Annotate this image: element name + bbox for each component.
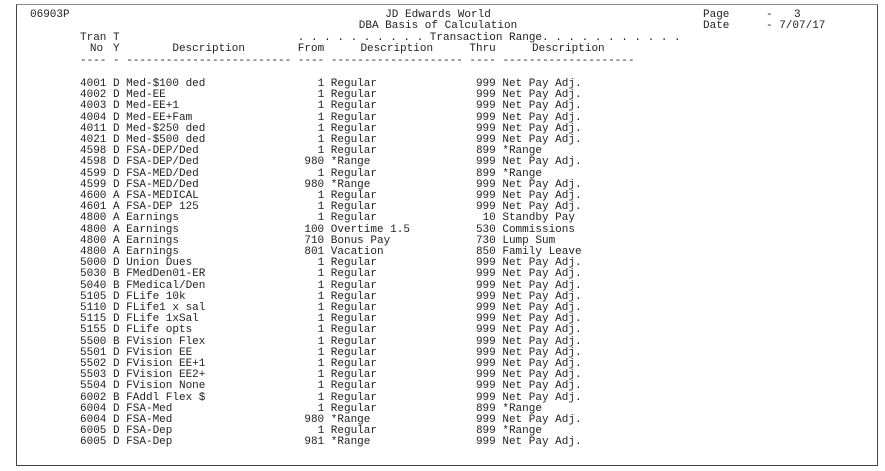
- cell-type: D: [112, 346, 120, 359]
- cell-from-description: Vacation: [330, 246, 384, 258]
- table-row: [80, 269, 634, 280]
- cell-from-description: Regular: [330, 279, 377, 292]
- cell-thru-description: Net Pay Adj.: [502, 134, 582, 146]
- cell-type: A: [112, 212, 120, 225]
- cell-from: 1: [317, 89, 325, 102]
- cell-thru-description: Net Pay Adj.: [502, 313, 582, 326]
- cell-from-description: Regular: [330, 358, 377, 370]
- cell-from-description: Regular: [330, 111, 377, 124]
- col-thru: Thru: [469, 43, 496, 55]
- cell-from-description: Regular: [330, 302, 377, 314]
- cell-from-description: Regular: [330, 100, 377, 113]
- cell-thru-description: Net Pay Adj.: [502, 279, 582, 292]
- cell-tran-no: 4004: [80, 111, 107, 124]
- cell-type: B: [112, 279, 120, 292]
- cell-thru: 999: [475, 436, 496, 449]
- col-tran-no: No: [89, 43, 104, 55]
- cell-tran-no: 6004: [80, 414, 107, 426]
- cell-from-description: Regular: [330, 134, 377, 146]
- cell-thru: 999: [475, 335, 496, 348]
- page-separator: -: [766, 9, 773, 21]
- cell-from: 1: [317, 324, 325, 337]
- cell-thru-description: Net Pay Adj.: [502, 290, 582, 303]
- cell-thru: 999: [475, 414, 496, 426]
- cell-from-description: Regular: [330, 145, 377, 158]
- cell-type: D: [112, 302, 120, 314]
- cell-type: D: [112, 100, 120, 113]
- cell-tran-no: 4601: [80, 201, 107, 214]
- cell-from: 1: [317, 201, 325, 214]
- cell-thru-description: Net Pay Adj.: [502, 78, 582, 90]
- cell-from: 981: [304, 436, 325, 449]
- cell-tran-no: 5155: [80, 324, 107, 337]
- cell-from-description: Regular: [330, 369, 377, 382]
- cell-description: FVision EE: [126, 346, 193, 359]
- cell-type: D: [112, 122, 120, 135]
- page-number: 3: [794, 9, 801, 21]
- cell-tran-no: 6002: [80, 391, 107, 404]
- cell-description: FSA-MED/Ded: [126, 167, 199, 180]
- cell-tran-no: 5501: [80, 346, 107, 359]
- cell-type: D: [112, 358, 120, 370]
- cell-thru: 999: [475, 313, 496, 326]
- cell-from-description: Overtime 1.5: [330, 223, 410, 236]
- cell-tran-no: 5502: [80, 358, 107, 370]
- cell-description: Med-$100 ded: [126, 78, 206, 90]
- cell-from-description: Regular: [330, 167, 377, 180]
- cell-description: FSA-MEDICAL: [126, 190, 199, 202]
- cell-from: 1: [317, 100, 325, 113]
- cell-type: D: [112, 414, 120, 426]
- cell-tran-no: 6005: [80, 436, 107, 449]
- cell-from-description: Regular: [330, 290, 377, 303]
- cell-type: D: [112, 167, 120, 180]
- cell-type: D: [112, 425, 120, 438]
- cell-thru: 999: [475, 111, 496, 124]
- cell-from: 1: [317, 145, 325, 158]
- cell-thru: 999: [475, 134, 496, 146]
- cell-from-description: Regular: [330, 78, 377, 90]
- cell-from: 1: [317, 358, 325, 370]
- cell-from: 1: [317, 190, 325, 202]
- cell-from: 1: [317, 313, 325, 326]
- cell-thru: 999: [475, 302, 496, 314]
- cell-thru-description: Net Pay Adj.: [502, 122, 582, 135]
- cell-thru: 999: [475, 290, 496, 303]
- cell-from-description: Regular: [330, 425, 377, 438]
- cell-thru: 850: [475, 246, 496, 258]
- cell-tran-no: 4598: [80, 145, 107, 158]
- cell-from-description: Regular: [330, 122, 377, 135]
- cell-from-description: *Range: [330, 414, 371, 426]
- report-title: DBA Basis of Calculation: [358, 20, 518, 32]
- cell-description: FLife1 x sal: [126, 302, 206, 314]
- cell-type: A: [112, 246, 120, 258]
- cell-description: FLife opts: [126, 324, 193, 337]
- column-underline: [80, 56, 635, 67]
- cell-type: D: [112, 313, 120, 326]
- program-id: 06903P: [30, 9, 70, 21]
- cell-description: FVision None: [126, 380, 206, 393]
- cell-thru-description: Net Pay Adj.: [502, 268, 582, 281]
- cell-type: D: [112, 145, 120, 158]
- cell-tran-no: 4003: [80, 100, 107, 113]
- cell-from: 1: [317, 78, 325, 90]
- cell-description: FMedical/Den: [126, 279, 206, 292]
- cell-tran-no: 5110: [80, 302, 107, 314]
- cell-type: D: [112, 324, 120, 337]
- cell-thru-description: Net Pay Adj.: [502, 391, 582, 404]
- cell-thru-description: Commissions: [502, 223, 575, 236]
- cell-from: 1: [317, 268, 325, 281]
- cell-description: FLife 1xSal: [126, 313, 199, 326]
- cell-description: FAddl Flex $: [126, 391, 206, 404]
- date-value: - 7/07/17: [766, 20, 826, 32]
- cell-tran-no: 4800: [80, 212, 107, 225]
- cell-thru: 999: [475, 190, 496, 202]
- table-row: [80, 213, 634, 224]
- cell-from-description: Regular: [330, 201, 377, 214]
- cell-from-description: Regular: [330, 402, 377, 415]
- cell-type: D: [112, 369, 120, 382]
- cell-description: FSA-DEP/Ded: [126, 156, 199, 169]
- cell-from: 1: [317, 425, 325, 438]
- cell-type: D: [112, 89, 120, 102]
- cell-from-description: Regular: [330, 324, 377, 337]
- cell-type: A: [112, 201, 120, 214]
- cell-from: 1: [317, 290, 325, 303]
- cell-tran-no: 4599: [80, 178, 107, 191]
- cell-tran-no: 4001: [80, 78, 107, 90]
- cell-from: 980: [304, 178, 325, 191]
- cell-thru: 999: [475, 122, 496, 135]
- cell-thru-description: Net Pay Adj.: [502, 414, 582, 426]
- cell-description: FSA-Med: [126, 402, 173, 415]
- cell-tran-no: 4011: [80, 122, 107, 135]
- cell-tran-no: 5000: [80, 257, 107, 270]
- cell-type: D: [112, 134, 120, 146]
- cell-thru-description: Net Pay Adj.: [502, 436, 582, 449]
- cell-from: 100: [304, 223, 325, 236]
- cell-from: 1: [317, 111, 325, 124]
- cell-tran-no: 4021: [80, 134, 107, 146]
- cell-type: D: [112, 111, 120, 124]
- cell-thru-description: Net Pay Adj.: [502, 346, 582, 359]
- company-name: JD Edwards World: [385, 9, 491, 21]
- cell-tran-no: 5504: [80, 380, 107, 393]
- cell-thru-description: *Range: [502, 145, 542, 158]
- cell-thru-description: Net Pay Adj.: [502, 100, 582, 113]
- cell-from: 980: [304, 414, 325, 426]
- cell-description: Earnings: [126, 234, 179, 247]
- cell-tran-no: 6004: [80, 402, 107, 415]
- cell-description: Med-$250 ded: [126, 122, 206, 135]
- cell-description: FSA-Med: [126, 414, 173, 426]
- cell-description: Union Dues: [126, 257, 193, 270]
- col-type-top: T: [112, 32, 120, 44]
- cell-from: 1: [317, 212, 325, 225]
- cell-from-description: Bonus Pay: [330, 234, 391, 247]
- cell-thru-description: Net Pay Adj.: [502, 380, 582, 393]
- cell-thru: 999: [475, 391, 496, 404]
- cell-thru: 999: [475, 324, 496, 337]
- cell-tran-no: 5105: [80, 290, 107, 303]
- table-row: [80, 101, 634, 112]
- cell-tran-no: 5503: [80, 369, 107, 382]
- cell-description: Earnings: [126, 246, 179, 258]
- cell-tran-no: 5040: [80, 279, 107, 292]
- cell-thru-description: Net Pay Adj.: [502, 257, 582, 270]
- col-tran-top: Tran: [80, 32, 107, 44]
- cell-description: FLife 10k: [126, 290, 186, 303]
- table-row: [80, 157, 634, 168]
- col-type: Y: [112, 43, 120, 55]
- cell-description: FSA-DEP 125: [126, 201, 199, 214]
- cell-from: 801: [304, 246, 325, 258]
- cell-from-description: Regular: [330, 335, 377, 348]
- cell-thru: 999: [475, 100, 496, 113]
- dash-separator: ---- - ------------------------- ---- -------------------- ---- --------------------: [80, 55, 635, 67]
- cell-thru: 999: [475, 78, 496, 90]
- cell-thru: 730: [475, 234, 496, 247]
- table-row: [80, 437, 634, 448]
- cell-type: B: [112, 335, 120, 348]
- cell-thru: 899: [475, 167, 496, 180]
- cell-thru-description: Family Leave: [502, 246, 582, 258]
- cell-thru-description: Net Pay Adj.: [502, 111, 582, 124]
- cell-thru: 999: [475, 380, 496, 393]
- cell-from-description: Regular: [330, 212, 377, 225]
- cell-tran-no: 5500: [80, 335, 107, 348]
- cell-thru-description: Net Pay Adj.: [502, 302, 582, 314]
- cell-description: Earnings: [126, 223, 179, 236]
- cell-thru-description: Net Pay Adj.: [502, 89, 582, 102]
- cell-type: D: [112, 380, 120, 393]
- cell-from-description: Regular: [330, 257, 377, 270]
- transaction-range-banner: . . . . . . . . . . Transaction Range. . . . . . . . . . .: [297, 32, 681, 44]
- cell-from-description: Regular: [330, 313, 377, 326]
- cell-type: B: [112, 391, 120, 404]
- cell-thru: 999: [475, 257, 496, 270]
- cell-from: 1: [317, 346, 325, 359]
- cell-description: FSA-DEP/Ded: [126, 145, 199, 158]
- cell-description: Med-EE+Fam: [126, 111, 193, 124]
- cell-thru: 999: [475, 279, 496, 292]
- cell-type: B: [112, 268, 120, 281]
- cell-from: 1: [317, 335, 325, 348]
- cell-from: 1: [317, 402, 325, 415]
- cell-thru: 999: [475, 89, 496, 102]
- cell-tran-no: 4002: [80, 89, 107, 102]
- cell-thru: 999: [475, 346, 496, 359]
- cell-from-description: Regular: [330, 346, 377, 359]
- cell-from: 1: [317, 134, 325, 146]
- cell-thru-description: Net Pay Adj.: [502, 178, 582, 191]
- cell-thru-description: Net Pay Adj.: [502, 358, 582, 370]
- cell-type: A: [112, 190, 120, 202]
- cell-thru-description: Net Pay Adj.: [502, 324, 582, 337]
- cell-thru: 999: [475, 201, 496, 214]
- page-label: Page: [703, 9, 730, 21]
- cell-tran-no: 4599: [80, 167, 107, 180]
- cell-from-description: *Range: [330, 436, 371, 449]
- cell-type: A: [112, 223, 120, 236]
- cell-from-description: Regular: [330, 89, 377, 102]
- cell-thru: 999: [475, 156, 496, 169]
- cell-description: FSA-Dep: [126, 425, 173, 438]
- cell-type: D: [112, 156, 120, 169]
- cell-thru: 899: [475, 425, 496, 438]
- cell-description: Med-$500 ded: [126, 134, 206, 146]
- cell-from: 1: [317, 380, 325, 393]
- column-header-line-2: [80, 44, 634, 55]
- cell-thru: 999: [475, 369, 496, 382]
- cell-description: FSA-MED/Ded: [126, 178, 199, 191]
- cell-from: 1: [317, 122, 325, 135]
- cell-thru-description: *Range: [502, 425, 542, 438]
- cell-description: FSA-Dep: [126, 436, 173, 449]
- cell-thru-description: *Range: [502, 402, 542, 415]
- cell-tran-no: 4800: [80, 246, 107, 258]
- cell-from: 1: [317, 391, 325, 404]
- cell-from-description: Regular: [330, 268, 377, 281]
- cell-thru: 530: [475, 223, 496, 236]
- cell-type: D: [112, 78, 120, 90]
- cell-from: 1: [317, 369, 325, 382]
- cell-from: 1: [317, 279, 325, 292]
- col-from-description: Description: [360, 43, 434, 55]
- cell-thru-description: Net Pay Adj.: [502, 201, 582, 214]
- cell-tran-no: 5030: [80, 268, 107, 281]
- cell-from-description: *Range: [330, 156, 371, 169]
- cell-type: D: [112, 257, 120, 270]
- cell-type: D: [112, 290, 120, 303]
- col-description: Description: [172, 43, 245, 55]
- cell-description: Earnings: [126, 212, 179, 225]
- cell-tran-no: 6005: [80, 425, 107, 438]
- cell-description: FVision EE2+: [126, 369, 206, 382]
- table-row: [80, 325, 634, 336]
- col-thru-description: Description: [532, 43, 605, 55]
- cell-description: FMedDen01-ER: [126, 268, 206, 281]
- cell-type: D: [112, 402, 120, 415]
- cell-thru-description: Standby Pay: [502, 212, 575, 225]
- cell-from: 710: [304, 234, 325, 247]
- cell-thru-description: Net Pay Adj.: [502, 369, 582, 382]
- date-label: Date: [703, 20, 730, 32]
- cell-tran-no: 4800: [80, 234, 107, 247]
- cell-thru: 999: [475, 268, 496, 281]
- col-from: From: [297, 43, 325, 55]
- cell-from-description: *Range: [330, 178, 371, 191]
- cell-tran-no: 4800: [80, 223, 107, 236]
- cell-tran-no: 4600: [80, 190, 107, 202]
- cell-thru: 899: [475, 145, 496, 158]
- cell-tran-no: 4598: [80, 156, 107, 169]
- cell-thru: 999: [475, 358, 496, 370]
- cell-from-description: Regular: [330, 190, 377, 202]
- cell-description: FVision EE+1: [126, 358, 206, 370]
- cell-thru-description: Net Pay Adj.: [502, 190, 582, 202]
- cell-thru-description: Net Pay Adj.: [502, 335, 582, 348]
- cell-type: A: [112, 234, 120, 247]
- table-row: [80, 381, 634, 392]
- cell-from: 1: [317, 302, 325, 314]
- cell-from-description: Regular: [330, 380, 377, 393]
- cell-thru-description: Net Pay Adj.: [502, 156, 582, 169]
- cell-thru-description: Lump Sum: [502, 234, 556, 247]
- cell-description: Med-EE: [126, 89, 166, 102]
- cell-type: D: [112, 436, 120, 449]
- cell-description: Med-EE+1: [126, 100, 179, 113]
- cell-thru-description: *Range: [502, 167, 542, 180]
- cell-tran-no: 5115: [80, 313, 107, 326]
- cell-from: 1: [317, 257, 325, 270]
- cell-thru: 999: [475, 178, 496, 191]
- cell-from: 980: [304, 156, 325, 169]
- cell-from-description: Regular: [330, 391, 377, 404]
- cell-description: FVision Flex: [126, 335, 206, 348]
- cell-type: D: [112, 178, 120, 191]
- cell-from: 1: [317, 167, 325, 180]
- cell-thru: 10: [482, 212, 496, 225]
- cell-thru: 899: [475, 402, 496, 415]
